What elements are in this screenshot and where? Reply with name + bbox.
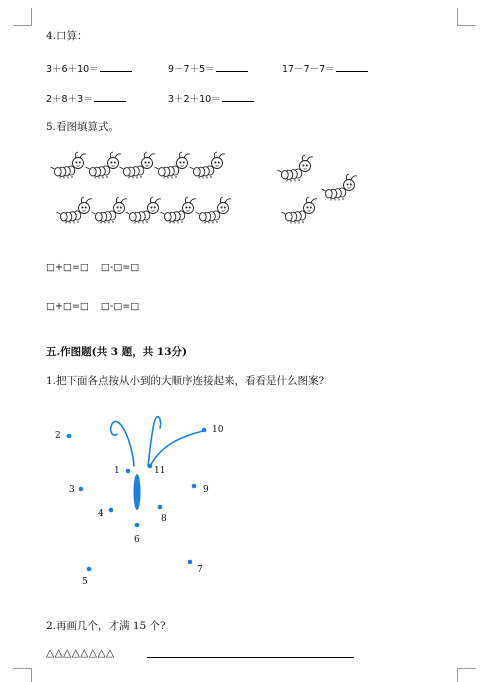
dot-label-10: 10 — [212, 425, 224, 435]
dot-11[interactable] — [148, 464, 153, 469]
dot-7[interactable] — [188, 560, 193, 565]
q4-expr: 3＋6＋10＝ — [46, 64, 99, 75]
dot-label-11: 11 — [154, 466, 166, 476]
q4-title: 4.口算： — [46, 30, 88, 42]
dot-4[interactable] — [109, 508, 114, 513]
dot-label-4: 4 — [98, 509, 104, 519]
right-wing-curve — [150, 431, 203, 466]
dot-1[interactable] — [126, 469, 131, 474]
triangle-row: △△△△△△△△ — [46, 647, 115, 659]
dot-9[interactable] — [192, 484, 197, 489]
butterfly-body — [134, 474, 141, 510]
dot-label-9: 9 — [203, 485, 209, 495]
dot-label-2: 2 — [55, 431, 61, 441]
q5-title: 5.看图填算式。 — [46, 121, 120, 133]
dot-label-3: 3 — [69, 485, 75, 495]
dot-5[interactable] — [87, 567, 92, 572]
q4-expr: 2＋8＋3＝ — [46, 94, 93, 105]
dot-label-8: 8 — [161, 514, 167, 524]
dot-2[interactable] — [67, 434, 72, 439]
dot-10[interactable] — [202, 428, 207, 433]
dot-8[interactable] — [158, 505, 163, 510]
q4-expr: 17－7－7＝ — [282, 64, 335, 75]
dot-label-5: 5 — [82, 577, 88, 587]
dot-3[interactable] — [79, 487, 84, 492]
q5-formula-line2[interactable]: □+□=□ □-□=□ — [46, 301, 140, 312]
dot-label-6: 6 — [134, 535, 140, 545]
dot-6[interactable] — [135, 523, 140, 528]
dot-label-1: 1 — [114, 466, 120, 476]
section5-q1-text: 1.把下面各点按从小到的大顺序连接起来，看看是什么图案? — [46, 375, 325, 387]
dot-label-7: 7 — [197, 565, 203, 575]
section5-q2-text: 2.再画几个，才满 15 个? — [46, 620, 166, 632]
section5-heading: 五.作图题(共 3 题，共 13分) — [46, 346, 187, 358]
q5-formula-line1[interactable]: □+□=□ □-□=□ — [46, 262, 140, 273]
q4-expr: 3＋2＋10＝ — [168, 94, 221, 105]
left-antenna — [111, 421, 134, 466]
q4-expr: 9－7＋5＝ — [168, 64, 215, 75]
answer-line[interactable] — [147, 657, 354, 658]
